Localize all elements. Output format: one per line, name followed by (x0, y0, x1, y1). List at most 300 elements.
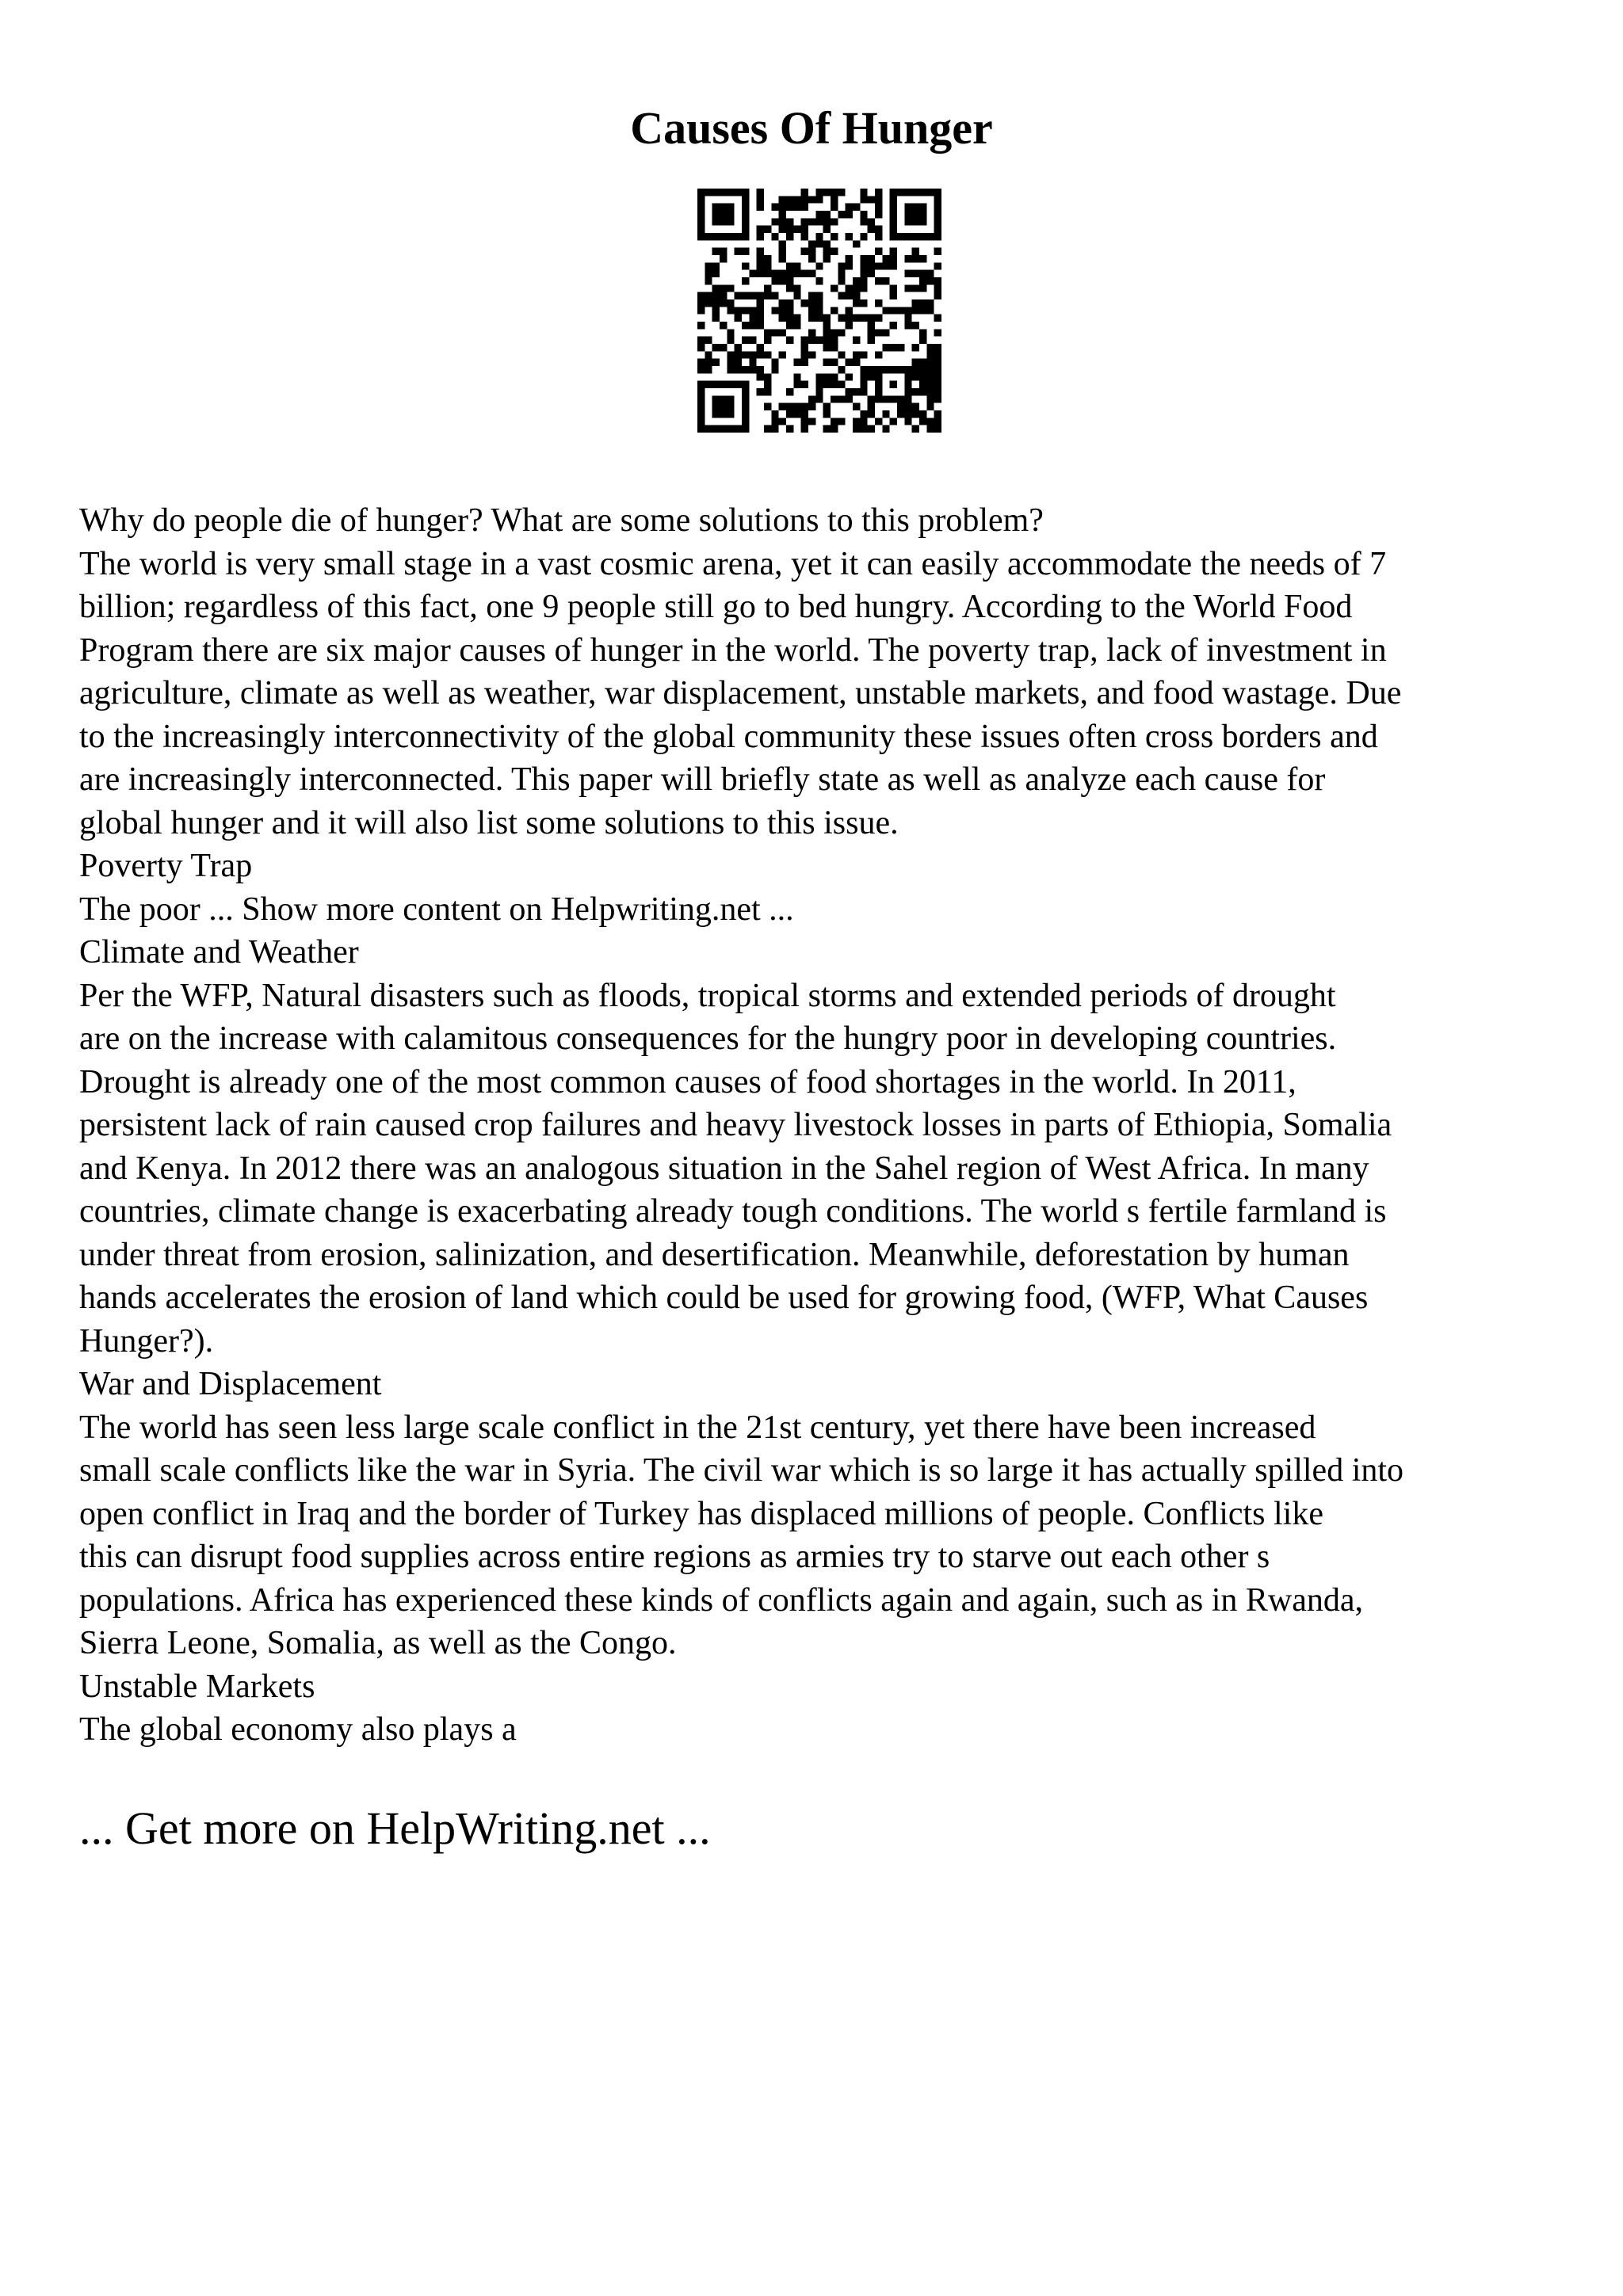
qr-module (934, 226, 941, 233)
qr-module (727, 410, 734, 418)
qr-module (712, 211, 720, 218)
qr-module (764, 262, 771, 269)
body-line: The world is very small stage in a vast cosmic arena, yet it can easily accommodate the needs of 7 (79, 545, 1387, 582)
qr-module (860, 277, 867, 284)
qr-module (860, 299, 867, 307)
qr-module (757, 351, 764, 358)
qr-module (853, 403, 860, 410)
qr-module (793, 270, 800, 277)
qr-module (705, 277, 712, 284)
qr-module (742, 211, 749, 218)
qr-module (838, 329, 845, 336)
qr-module (808, 270, 815, 277)
qr-module (815, 233, 823, 240)
qr-module (926, 373, 934, 380)
body-line: are on the increase with calamitous consequences for the hungry poor in developing countries. (79, 1020, 1337, 1057)
qr-module (727, 395, 734, 402)
qr-module (705, 366, 712, 373)
qr-module (846, 255, 853, 262)
qr-module (801, 337, 808, 344)
qr-module (853, 359, 860, 366)
qr-module (742, 292, 749, 299)
qr-module (808, 329, 815, 336)
qr-module (771, 277, 778, 284)
qr-module (904, 403, 911, 410)
qr-module (786, 388, 793, 395)
qr-module (712, 292, 720, 299)
qr-module (808, 292, 815, 299)
qr-module (749, 315, 756, 322)
qr-module (926, 351, 934, 358)
qr-module (912, 403, 919, 410)
qr-module (720, 381, 727, 388)
qr-module (860, 388, 867, 395)
qr-module (904, 388, 911, 395)
qr-module (934, 262, 941, 269)
qr-module (742, 233, 749, 240)
qr-module (831, 233, 838, 240)
qr-module (801, 425, 808, 433)
qr-module (919, 373, 926, 380)
qr-module (749, 351, 756, 358)
qr-module (786, 337, 793, 344)
qr-module (697, 226, 705, 233)
qr-module (801, 351, 808, 358)
qr-module (757, 189, 764, 196)
qr-module (853, 299, 860, 307)
qr-module (868, 255, 875, 262)
qr-module (926, 233, 934, 240)
body-line: to the increasingly interconnectivity of the global community these issues often cross borders and (79, 718, 1378, 755)
qr-module (779, 211, 786, 218)
qr-module (697, 299, 705, 307)
qr-module (801, 381, 808, 388)
qr-module (757, 270, 764, 277)
qr-module (912, 204, 919, 211)
qr-module (934, 425, 941, 433)
qr-module (712, 270, 720, 277)
qr-module (764, 284, 771, 292)
qr-module (712, 218, 720, 225)
qr-module (919, 211, 926, 218)
body-line: Why do people die of hunger? What are some solutions to this problem? (79, 502, 1044, 539)
qr-module (934, 381, 941, 388)
qr-module (735, 359, 742, 366)
qr-module (742, 366, 749, 373)
qr-module (757, 373, 764, 380)
qr-module (742, 204, 749, 211)
qr-module (919, 388, 926, 395)
qr-module (757, 255, 764, 262)
qr-module (727, 366, 734, 373)
qr-module (727, 211, 734, 218)
qr-module (934, 292, 941, 299)
qr-module (868, 226, 875, 233)
qr-module (912, 255, 919, 262)
qr-module (771, 270, 778, 277)
qr-module (846, 211, 853, 218)
qr-module (735, 315, 742, 322)
qr-module (926, 344, 934, 351)
qr-module (727, 284, 734, 292)
qr-module (749, 292, 756, 299)
qr-module (846, 262, 853, 269)
qr-module (860, 270, 867, 277)
qr-module (912, 388, 919, 395)
qr-module (779, 418, 786, 425)
body-line: agriculture, climate as well as weather, war displacement, unstable markets, and food wastage. Due (79, 675, 1402, 711)
qr-module (868, 329, 875, 336)
qr-module (890, 307, 897, 314)
qr-module (779, 277, 786, 284)
qr-module (720, 292, 727, 299)
qr-module (720, 248, 727, 255)
section-heading: Unstable Markets (79, 1668, 315, 1705)
qr-module (697, 189, 705, 196)
qr-module (838, 351, 845, 358)
qr-module (875, 299, 882, 307)
qr-module (815, 315, 823, 322)
qr-module (808, 299, 815, 307)
qr-module (934, 233, 941, 240)
qr-module (875, 351, 882, 358)
qr-module (890, 262, 897, 269)
qr-module (912, 425, 919, 433)
qr-module (793, 373, 800, 380)
qr-module (919, 381, 926, 388)
qr-module (853, 204, 860, 211)
qr-module (720, 284, 727, 292)
qr-module (838, 418, 845, 425)
qr-module (712, 307, 720, 314)
qr-module (838, 395, 845, 402)
qr-module (742, 226, 749, 233)
qr-module (727, 403, 734, 410)
qr-module (919, 284, 926, 292)
qr-module (779, 240, 786, 247)
body-line: hands accelerates the erosion of land which could be used for growing food, (WFP, What Causes (79, 1280, 1369, 1316)
qr-module (890, 189, 897, 196)
qr-module (786, 204, 793, 211)
qr-module (882, 366, 889, 373)
qr-module (823, 218, 831, 225)
qr-module (904, 307, 911, 314)
qr-module (904, 322, 911, 329)
qr-module (764, 270, 771, 277)
qr-module (846, 395, 853, 402)
qr-module (875, 226, 882, 233)
qr-module (786, 403, 793, 410)
qr-module (697, 337, 705, 344)
qr-module (801, 344, 808, 351)
qr-module (720, 211, 727, 218)
qr-module (823, 373, 831, 380)
qr-module (779, 299, 786, 307)
qr-module (742, 381, 749, 388)
qr-module (860, 381, 867, 388)
qr-module (757, 388, 764, 395)
qr-module (815, 307, 823, 314)
qr-module (890, 248, 897, 255)
qr-module (890, 226, 897, 233)
qr-module (934, 248, 941, 255)
qr-module (823, 322, 831, 329)
qr-module (860, 189, 867, 196)
qr-module (808, 403, 815, 410)
qr-module (742, 388, 749, 395)
qr-module (831, 373, 838, 380)
qr-module (831, 218, 838, 225)
qr-module (815, 189, 823, 196)
qr-module (846, 307, 853, 314)
qr-module (786, 196, 793, 203)
qr-module (934, 315, 941, 322)
qr-module (720, 189, 727, 196)
qr-module (786, 270, 793, 277)
qr-module (912, 233, 919, 240)
qr-module (771, 233, 778, 240)
qr-module (926, 388, 934, 395)
qr-module (912, 373, 919, 380)
qr-module (779, 218, 786, 225)
qr-module (846, 292, 853, 299)
qr-module (705, 292, 712, 299)
qr-module (875, 277, 882, 284)
qr-module (882, 344, 889, 351)
qr-module (712, 403, 720, 410)
qr-module (727, 381, 734, 388)
qr-module (727, 218, 734, 225)
qr-module (868, 425, 875, 433)
qr-module (919, 270, 926, 277)
qr-module (868, 403, 875, 410)
qr-module (882, 329, 889, 336)
qr-module (697, 344, 705, 351)
qr-module (882, 395, 889, 402)
body-line: The world has seen less large scale conflict in the 21st century, yet there have been increased (79, 1409, 1316, 1446)
qr-module (831, 344, 838, 351)
qr-module (808, 218, 815, 225)
qr-module (815, 240, 823, 247)
qr-module (801, 270, 808, 277)
qr-module (882, 277, 889, 284)
qr-module (890, 233, 897, 240)
qr-module (890, 292, 897, 299)
qr-module (757, 322, 764, 329)
qr-module (742, 277, 749, 284)
qr-module (934, 196, 941, 203)
get-more-link[interactable]: ... Get more on HelpWriting.net ... (79, 1802, 711, 1854)
qr-module (764, 329, 771, 336)
qr-module (712, 425, 720, 433)
qr-module (712, 204, 720, 211)
qr-module (735, 344, 742, 351)
qr-module (934, 395, 941, 402)
qr-module (808, 248, 815, 255)
section-heading: War and Displacement (79, 1366, 382, 1402)
qr-module (705, 233, 712, 240)
qr-module (904, 373, 911, 380)
qr-module (860, 373, 867, 380)
qr-module (697, 233, 705, 240)
qr-module (793, 359, 800, 366)
qr-module (779, 403, 786, 410)
qr-module (749, 337, 756, 344)
qr-module (705, 270, 712, 277)
qr-module (742, 418, 749, 425)
qr-module (882, 262, 889, 269)
qr-module (912, 211, 919, 218)
qr-module (735, 248, 742, 255)
qr-module (771, 410, 778, 418)
qr-module (793, 196, 800, 203)
qr-module (735, 233, 742, 240)
qr-module (742, 196, 749, 203)
body-line: The global economy also plays a (79, 1711, 517, 1748)
qr-module (868, 322, 875, 329)
qr-module (786, 299, 793, 307)
qr-module (904, 218, 911, 225)
qr-module (838, 366, 845, 373)
qr-module (868, 366, 875, 373)
qr-module (860, 262, 867, 269)
qr-module (786, 315, 793, 322)
qr-module (801, 359, 808, 366)
qr-module (712, 189, 720, 196)
qr-module (912, 270, 919, 277)
qr-module (771, 359, 778, 366)
qr-module (875, 196, 882, 203)
qr-module (757, 233, 764, 240)
qr-module (934, 329, 941, 336)
qr-module (919, 189, 926, 196)
qr-module (934, 410, 941, 418)
qr-module (919, 337, 926, 344)
qr-module (831, 395, 838, 402)
qr-module (823, 255, 831, 262)
qr-module (868, 337, 875, 344)
qr-module (764, 388, 771, 395)
qr-module (720, 344, 727, 351)
qr-module (712, 262, 720, 269)
qr-module (919, 307, 926, 314)
qr-module (742, 403, 749, 410)
qr-module (712, 381, 720, 388)
qr-module (697, 418, 705, 425)
qr-module (831, 329, 838, 336)
qr-module (757, 204, 764, 211)
qr-module (815, 211, 823, 218)
body-line: Per the WFP, Natural disasters such as floods, tropical storms and extended periods of drought (79, 977, 1336, 1014)
qr-module (838, 262, 845, 269)
qr-module (697, 218, 705, 225)
qr-module (697, 366, 705, 373)
qr-module (779, 255, 786, 262)
qr-module (735, 381, 742, 388)
qr-module (846, 204, 853, 211)
qr-module (771, 218, 778, 225)
qr-module (735, 189, 742, 196)
qr-module (904, 284, 911, 292)
qr-module (860, 351, 867, 358)
qr-module (705, 337, 712, 344)
qr-module (875, 233, 882, 240)
qr-module (890, 322, 897, 329)
qr-module (868, 410, 875, 418)
qr-module (742, 410, 749, 418)
qr-module (705, 425, 712, 433)
qr-module (853, 425, 860, 433)
qr-module (742, 307, 749, 314)
qr-module (742, 248, 749, 255)
body-line: under threat from erosion, salinization, and desertification. Meanwhile, deforestation by human (79, 1236, 1350, 1273)
qr-module (823, 403, 831, 410)
qr-module (919, 204, 926, 211)
qr-module (757, 315, 764, 322)
qr-module (853, 240, 860, 247)
qr-module (904, 189, 911, 196)
qr-module (815, 373, 823, 380)
qr-module (875, 211, 882, 218)
qr-module (757, 226, 764, 233)
qr-module (904, 204, 911, 211)
qr-module (868, 270, 875, 277)
qr-module (815, 262, 823, 269)
qr-module (875, 366, 882, 373)
document-body (79, 499, 1569, 1752)
qr-module (853, 277, 860, 284)
qr-module (764, 403, 771, 410)
qr-module (912, 359, 919, 366)
qr-module (749, 270, 756, 277)
qr-module (808, 240, 815, 247)
qr-module (860, 418, 867, 425)
qr-module (875, 395, 882, 402)
qr-module (720, 233, 727, 240)
qr-module (897, 344, 904, 351)
qr-module (786, 425, 793, 433)
qr-module (823, 329, 831, 336)
qr-module (934, 211, 941, 218)
qr-module (779, 315, 786, 322)
qr-module (793, 262, 800, 269)
qr-module (823, 410, 831, 418)
qr-module (912, 344, 919, 351)
body-line: and Kenya. In 2012 there was an analogous situation in the Sahel region of West Africa. In many (79, 1150, 1369, 1187)
qr-module (801, 218, 808, 225)
qr-module (823, 337, 831, 344)
qr-module (735, 351, 742, 358)
qr-module (712, 248, 720, 255)
qr-code[interactable] (697, 189, 941, 433)
qr-module (912, 410, 919, 418)
qr-module (875, 373, 882, 380)
qr-module (720, 299, 727, 307)
qr-module (779, 270, 786, 277)
qr-module (779, 351, 786, 358)
qr-module (815, 388, 823, 395)
qr-module (697, 196, 705, 203)
qr-module (853, 284, 860, 292)
qr-module (831, 337, 838, 344)
qr-module (727, 307, 734, 314)
qr-module (697, 403, 705, 410)
qr-module (926, 381, 934, 388)
qr-module (934, 359, 941, 366)
body-line: global hunger and it will also list some solutions to this issue. (79, 804, 899, 841)
qr-module (808, 255, 815, 262)
qr-module (853, 418, 860, 425)
